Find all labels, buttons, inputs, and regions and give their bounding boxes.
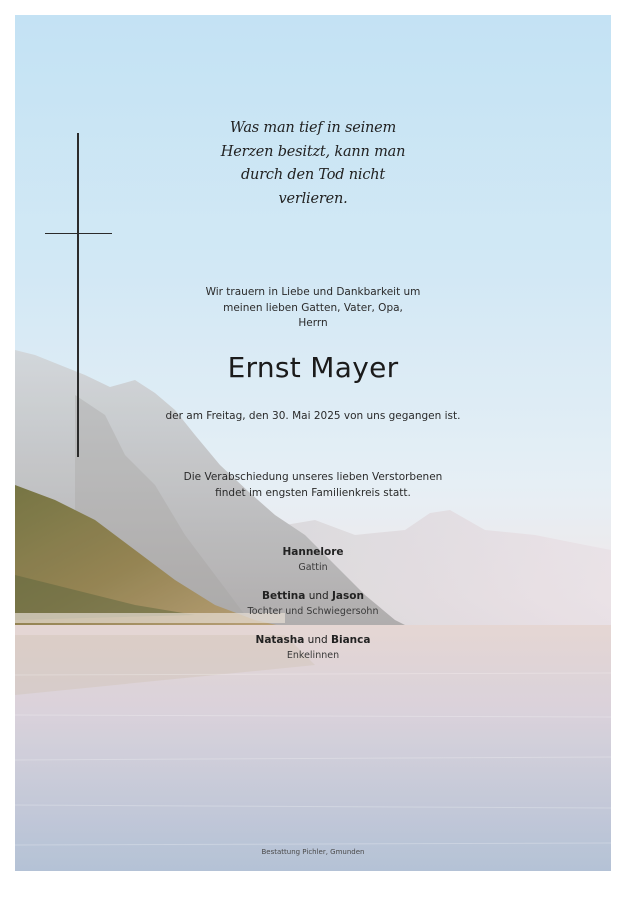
farewell-notice: Die Verabschiedung unseres lieben Verstorbenen findet im engsten Familienkreis statt. — [183, 471, 443, 499]
mourner-relation: Tochter und Schwiegersohn — [247, 606, 379, 617]
mourner-entry — [15, 589, 611, 619]
intro-text: Wir trauern in Liebe und Dankbarkeit um meinen lieben Gatten, Vater, Opa, Herrn — [205, 286, 421, 329]
mourner-entry — [15, 545, 611, 575]
mourner-joiner: und — [305, 590, 333, 602]
obituary-card — [15, 15, 611, 871]
cross-icon-bar — [45, 233, 112, 234]
mourners-list — [15, 545, 611, 677]
mourner-entry — [15, 633, 611, 663]
mourner-relation: Enkelinnen — [286, 650, 340, 661]
funeral-home-credit: Bestattung Pichler, Gmunden — [261, 848, 365, 856]
mourner-joiner: und — [304, 634, 331, 646]
deceased-name: Ernst Mayer — [227, 351, 399, 384]
mourner-name: Bianca — [330, 634, 371, 646]
mourner-name: Hannelore — [282, 546, 344, 558]
mourner-name: Jason — [332, 590, 364, 602]
death-notice: der am Freitag, den 30. Mai 2025 von uns gegangen ist. — [165, 410, 461, 422]
mourner-name: Bettina — [262, 590, 306, 602]
memorial-quote: Was man tief in seinem Herzen besitzt, kann man durch den Tod nicht verlieren. — [220, 120, 406, 207]
mourner-relation: Gattin — [298, 562, 328, 573]
mourner-name: Natasha — [255, 634, 305, 646]
